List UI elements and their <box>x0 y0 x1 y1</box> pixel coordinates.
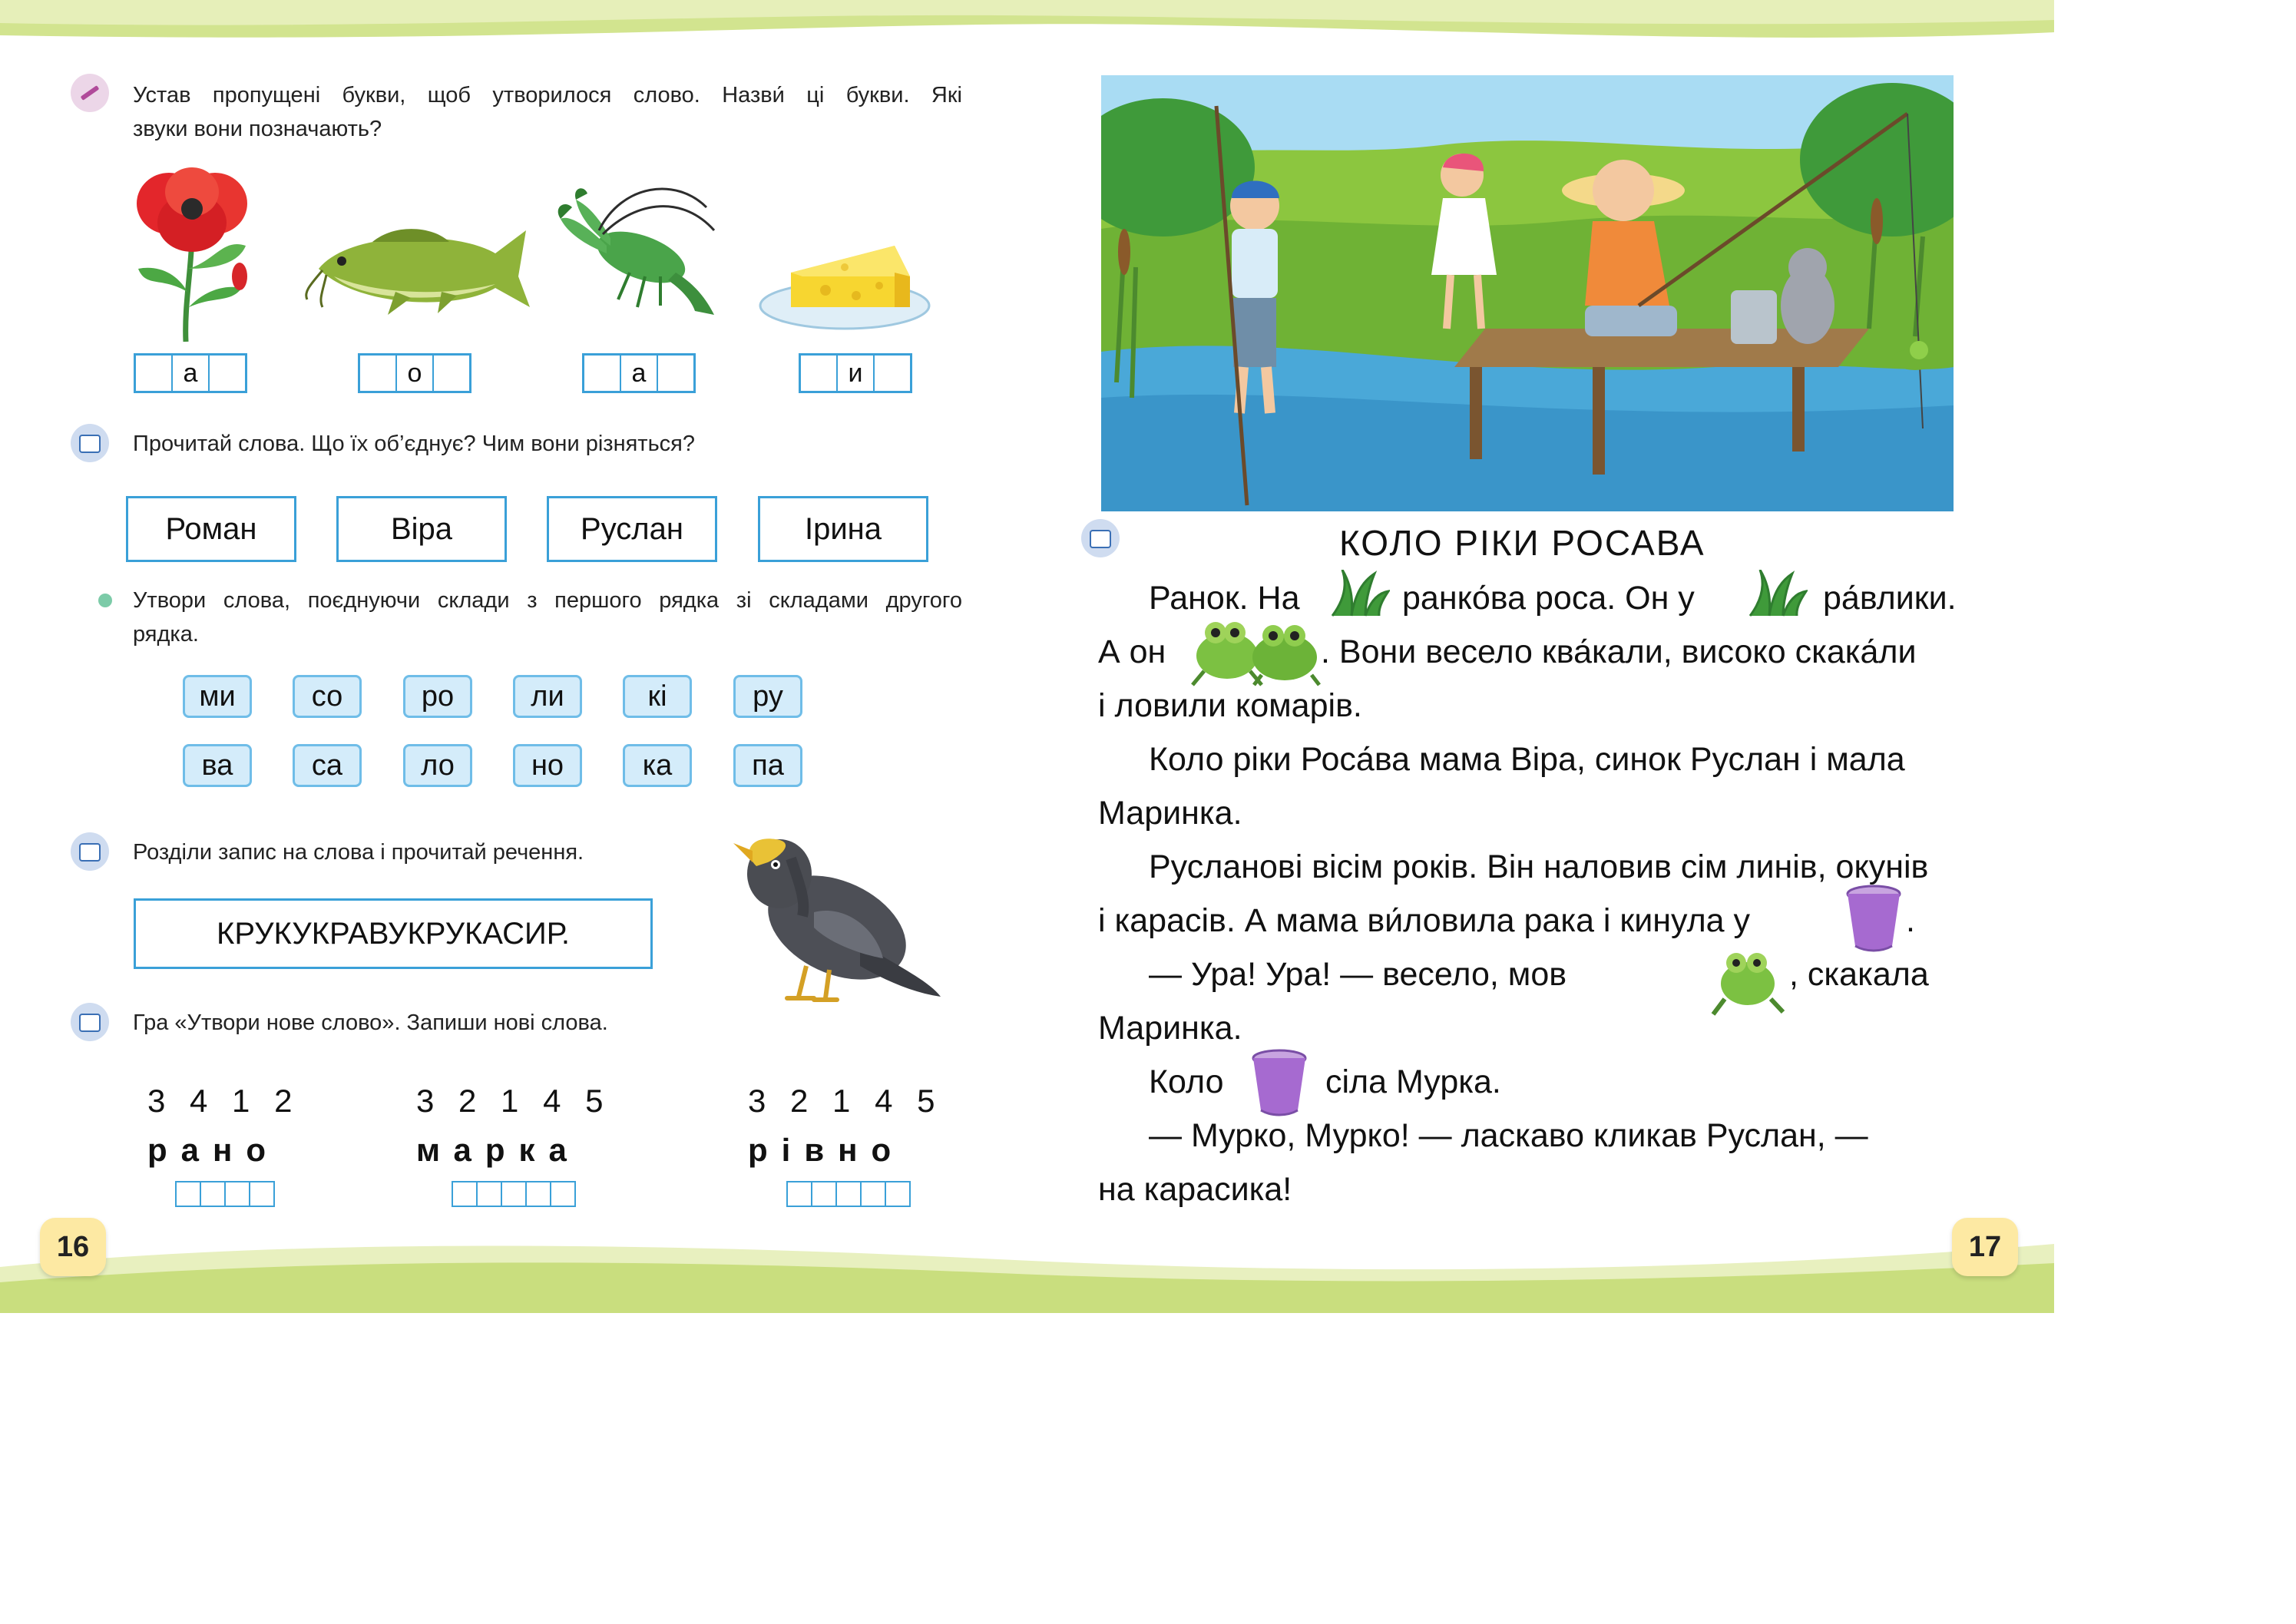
letter-cell[interactable] <box>875 356 910 391</box>
page-number-right: 17 <box>1952 1218 2018 1276</box>
letter-cell[interactable] <box>584 356 621 391</box>
syllable-card: ло <box>403 744 472 787</box>
letter-cell: о <box>397 356 434 391</box>
catfish-picture <box>303 207 534 322</box>
bullet-dot-icon <box>98 594 112 607</box>
letter-cell[interactable] <box>360 356 397 391</box>
story-line-10a: Коло <box>1149 1063 1224 1100</box>
task5-instruction: Гра «Утвори нове слово». Запиши нові слова. <box>133 1010 608 1035</box>
letter-cell[interactable] <box>434 356 469 391</box>
bucket-picture <box>1843 883 1904 952</box>
story-line-1b: ранко́ва роса. Он у <box>1402 580 1695 617</box>
page-number-left: 16 <box>40 1218 106 1276</box>
sentence-box: КРУКУКРАВУКРУКАСИР. <box>134 898 653 969</box>
pencil-icon <box>71 74 109 112</box>
story-line-7b: . <box>1906 902 1915 939</box>
letter-cell[interactable] <box>210 356 245 391</box>
source-word: рівно <box>748 1132 905 1168</box>
syllable-card: ка <box>623 744 692 787</box>
bottom-wave <box>0 1221 2054 1313</box>
name-card-3: Руслан <box>547 496 717 562</box>
letter-cell: и <box>838 356 875 391</box>
source-word: марка <box>416 1132 581 1168</box>
digit-sequence: 3 2 1 4 5 <box>416 1083 611 1119</box>
task1-instruction <box>133 78 962 146</box>
letter-cell[interactable] <box>136 356 173 391</box>
story-line-12: на карасика! <box>1098 1171 1292 1208</box>
syllable-card: ва <box>183 744 252 787</box>
letter-box-1[interactable] <box>134 353 247 393</box>
syllable-card: ли <box>513 675 582 718</box>
story-line-2a: А он <box>1098 633 1166 670</box>
story-line-3: і ловили комарів. <box>1098 687 1362 724</box>
story-line-11: — Мурко, Мурко! — ласкаво кликав Руслан, — <box>1149 1117 1868 1154</box>
book-icon <box>71 832 109 871</box>
name-card-4: Ірина <box>758 496 928 562</box>
story-line-9: Маринка. <box>1098 1010 1242 1047</box>
story-line-6: Русланові вісім років. Він наловив сім линів, окунів <box>1149 848 1929 885</box>
syllable-card: ми <box>183 675 252 718</box>
letter-cell[interactable] <box>801 356 838 391</box>
letter-cell: а <box>173 356 210 391</box>
source-word: рано <box>147 1132 280 1168</box>
book-icon <box>71 424 109 462</box>
story-line-8a: — Ура! Ура! — весело, мов <box>1149 956 1567 993</box>
name-card-1: Роман <box>126 496 296 562</box>
syllable-card: ру <box>733 675 802 718</box>
letter-box-2[interactable] <box>358 353 471 393</box>
task4-instruction: Розділи запис на слова і прочитай речення. <box>133 840 584 865</box>
syllable-card: но <box>513 744 582 787</box>
task1-instruction-line1: Устав пропущені букви, щоб утворилося слово. Назви́ ці букви. Які <box>133 83 962 107</box>
digit-sequence: 3 4 1 2 <box>147 1083 300 1119</box>
task3-instruction-line1: Утвори слова, поєднуючи склади з першого рядка зі складами другого <box>133 588 962 613</box>
frog-picture <box>1709 941 1786 1018</box>
grass-picture <box>1746 570 1808 619</box>
story-line-7a: і карасів. А мама ви́ловила рака і кинула у <box>1098 902 1751 939</box>
story-line-5: Маринка. <box>1098 795 1242 832</box>
book-icon <box>71 1003 109 1041</box>
answer-grid[interactable] <box>175 1181 275 1207</box>
letter-box-4[interactable] <box>799 353 912 393</box>
story-line-1c: ра́влики. <box>1823 580 1957 617</box>
fishing-scene-picture <box>1101 75 1954 511</box>
story-line-8b: , скакала <box>1789 956 1929 993</box>
frogs-picture <box>1189 610 1321 686</box>
crow-picture <box>722 820 945 1012</box>
bucket-picture <box>1249 1047 1310 1116</box>
crayfish-picture <box>553 177 722 322</box>
story-line-4: Коло ріки Роса́ва мама Віра, синок Руслан і мала <box>1149 741 1905 778</box>
answer-grid[interactable] <box>452 1181 576 1207</box>
task3-instruction <box>133 584 962 651</box>
task2-instruction: Прочитай слова. Що їх об’єднує? Чим вони різняться? <box>133 432 696 456</box>
answer-grid[interactable] <box>786 1181 911 1207</box>
letter-cell[interactable] <box>658 356 693 391</box>
task3-instruction-line2: рядка. <box>133 622 199 647</box>
story-line-1a: Ранок. На <box>1149 580 1300 617</box>
top-wave <box>0 0 2054 54</box>
poppy-picture <box>131 161 253 346</box>
name-card-2: Віра <box>336 496 507 562</box>
digit-sequence: 3 2 1 4 5 <box>748 1083 943 1119</box>
grass-picture <box>1328 570 1390 619</box>
letter-box-3[interactable] <box>582 353 696 393</box>
story-title: КОЛО РІКИ РОСАВА <box>1339 523 1705 563</box>
task1-instruction-line2: звуки вони позначають? <box>133 117 382 141</box>
syllable-card: па <box>733 744 802 787</box>
cheese-picture <box>756 230 933 330</box>
syllable-card: со <box>293 675 362 718</box>
letter-cell: а <box>621 356 658 391</box>
story-line-2b: . Вони весело ква́кали, високо скака́ли <box>1321 633 1917 670</box>
syllable-card: са <box>293 744 362 787</box>
syllable-card: кі <box>623 675 692 718</box>
syllable-card: ро <box>403 675 472 718</box>
story-line-10b: сіла Мурка. <box>1325 1063 1501 1100</box>
book-icon <box>1081 519 1120 557</box>
